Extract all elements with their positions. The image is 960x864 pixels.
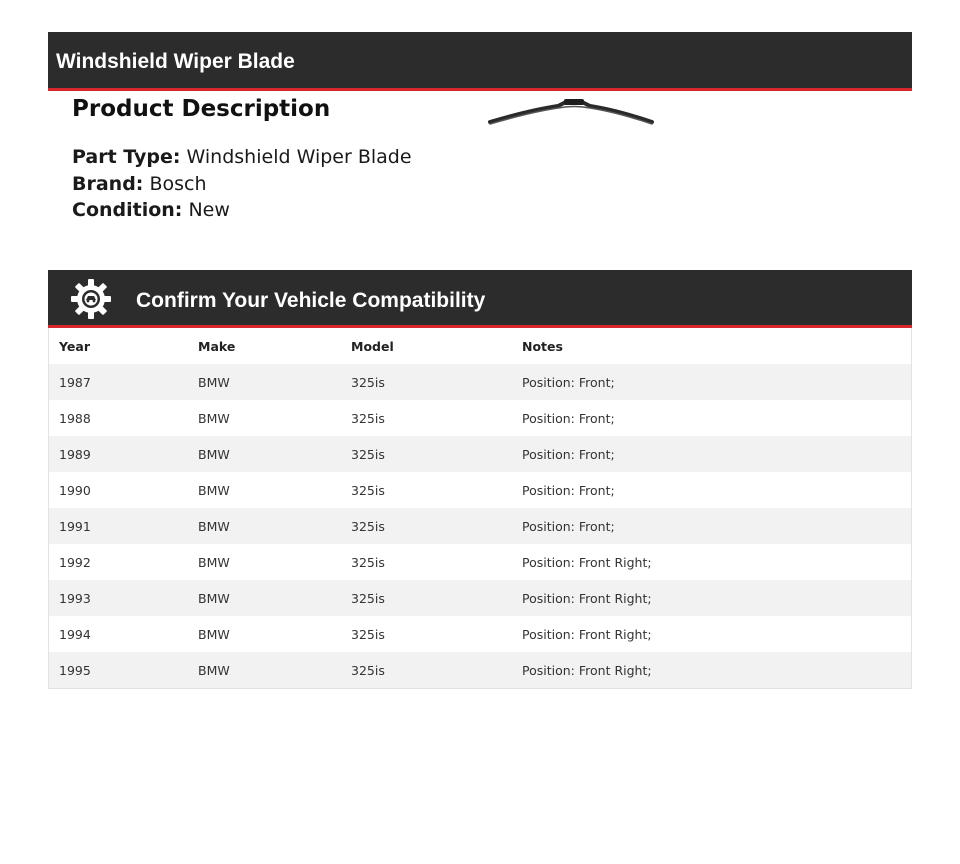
spec-value: Windshield Wiper Blade (186, 146, 412, 168)
cell-model: 325is (351, 446, 385, 462)
gear-car-icon (70, 278, 112, 320)
cell-year: 1989 (59, 446, 91, 462)
spec-label: Condition: (72, 199, 183, 221)
spec-brand (72, 171, 472, 198)
cell-year: 1995 (59, 662, 91, 678)
cell-make: BMW (198, 554, 230, 570)
cell-notes: Position: Front Right; (522, 626, 652, 642)
cell-make: BMW (198, 410, 230, 426)
cell-model: 325is (351, 410, 385, 426)
cell-make: BMW (198, 590, 230, 606)
cell-notes: Position: Front Right; (522, 554, 652, 570)
cell-model: 325is (351, 554, 385, 570)
cell-year: 1994 (59, 626, 91, 642)
compatibility-header-bar (48, 270, 912, 328)
table-row (49, 508, 911, 544)
product-header-bar (48, 32, 912, 91)
table-row (49, 436, 911, 472)
cell-notes: Position: Front; (522, 446, 615, 462)
spec-value: New (188, 199, 230, 221)
cell-year: 1988 (59, 410, 91, 426)
product-title: Windshield Wiper Blade (56, 50, 295, 73)
product-description (72, 96, 472, 224)
column-header-year: Year (59, 338, 90, 354)
spec-condition (72, 197, 472, 224)
spec-list (72, 144, 472, 224)
cell-make: BMW (198, 626, 230, 642)
cell-model: 325is (351, 590, 385, 606)
cell-model: 325is (351, 482, 385, 498)
table-row (49, 400, 911, 436)
spec-label: Brand: (72, 172, 144, 195)
cell-year: 1993 (59, 590, 91, 606)
table-row (49, 364, 911, 400)
column-header-notes: Notes (522, 338, 563, 354)
cell-model: 325is (351, 662, 385, 678)
cell-notes: Position: Front; (522, 482, 615, 498)
cell-year: 1987 (59, 374, 91, 390)
cell-year: 1990 (59, 482, 91, 498)
table-row (49, 580, 911, 616)
cell-make: BMW (198, 518, 230, 534)
cell-notes: Position: Front; (522, 374, 615, 390)
spec-label: Part Type: (72, 146, 181, 168)
cell-make: BMW (198, 482, 230, 498)
compatibility-table (48, 328, 912, 689)
cell-year: 1992 (59, 554, 91, 570)
table-row (49, 652, 911, 688)
description-heading: Product Description (72, 96, 331, 122)
column-header-model: Model (351, 338, 394, 354)
cell-make: BMW (198, 374, 230, 390)
wiper-blade-image (486, 96, 656, 130)
cell-make: BMW (198, 446, 230, 462)
table-row (49, 472, 911, 508)
compatibility-title: Confirm Your Vehicle Compatibility (136, 289, 486, 312)
table-header-row (49, 328, 911, 364)
cell-notes: Position: Front; (522, 518, 615, 534)
spec-part-type (72, 144, 472, 171)
cell-notes: Position: Front Right; (522, 590, 652, 606)
cell-model: 325is (351, 626, 385, 642)
column-header-make: Make (198, 338, 236, 354)
cell-model: 325is (351, 518, 385, 534)
cell-year: 1991 (59, 518, 91, 534)
cell-make: BMW (198, 662, 230, 678)
cell-notes: Position: Front; (522, 410, 615, 426)
table-row (49, 544, 911, 580)
spec-value: Bosch (149, 172, 207, 195)
cell-notes: Position: Front Right; (522, 662, 652, 678)
cell-model: 325is (351, 374, 385, 390)
table-row (49, 616, 911, 652)
